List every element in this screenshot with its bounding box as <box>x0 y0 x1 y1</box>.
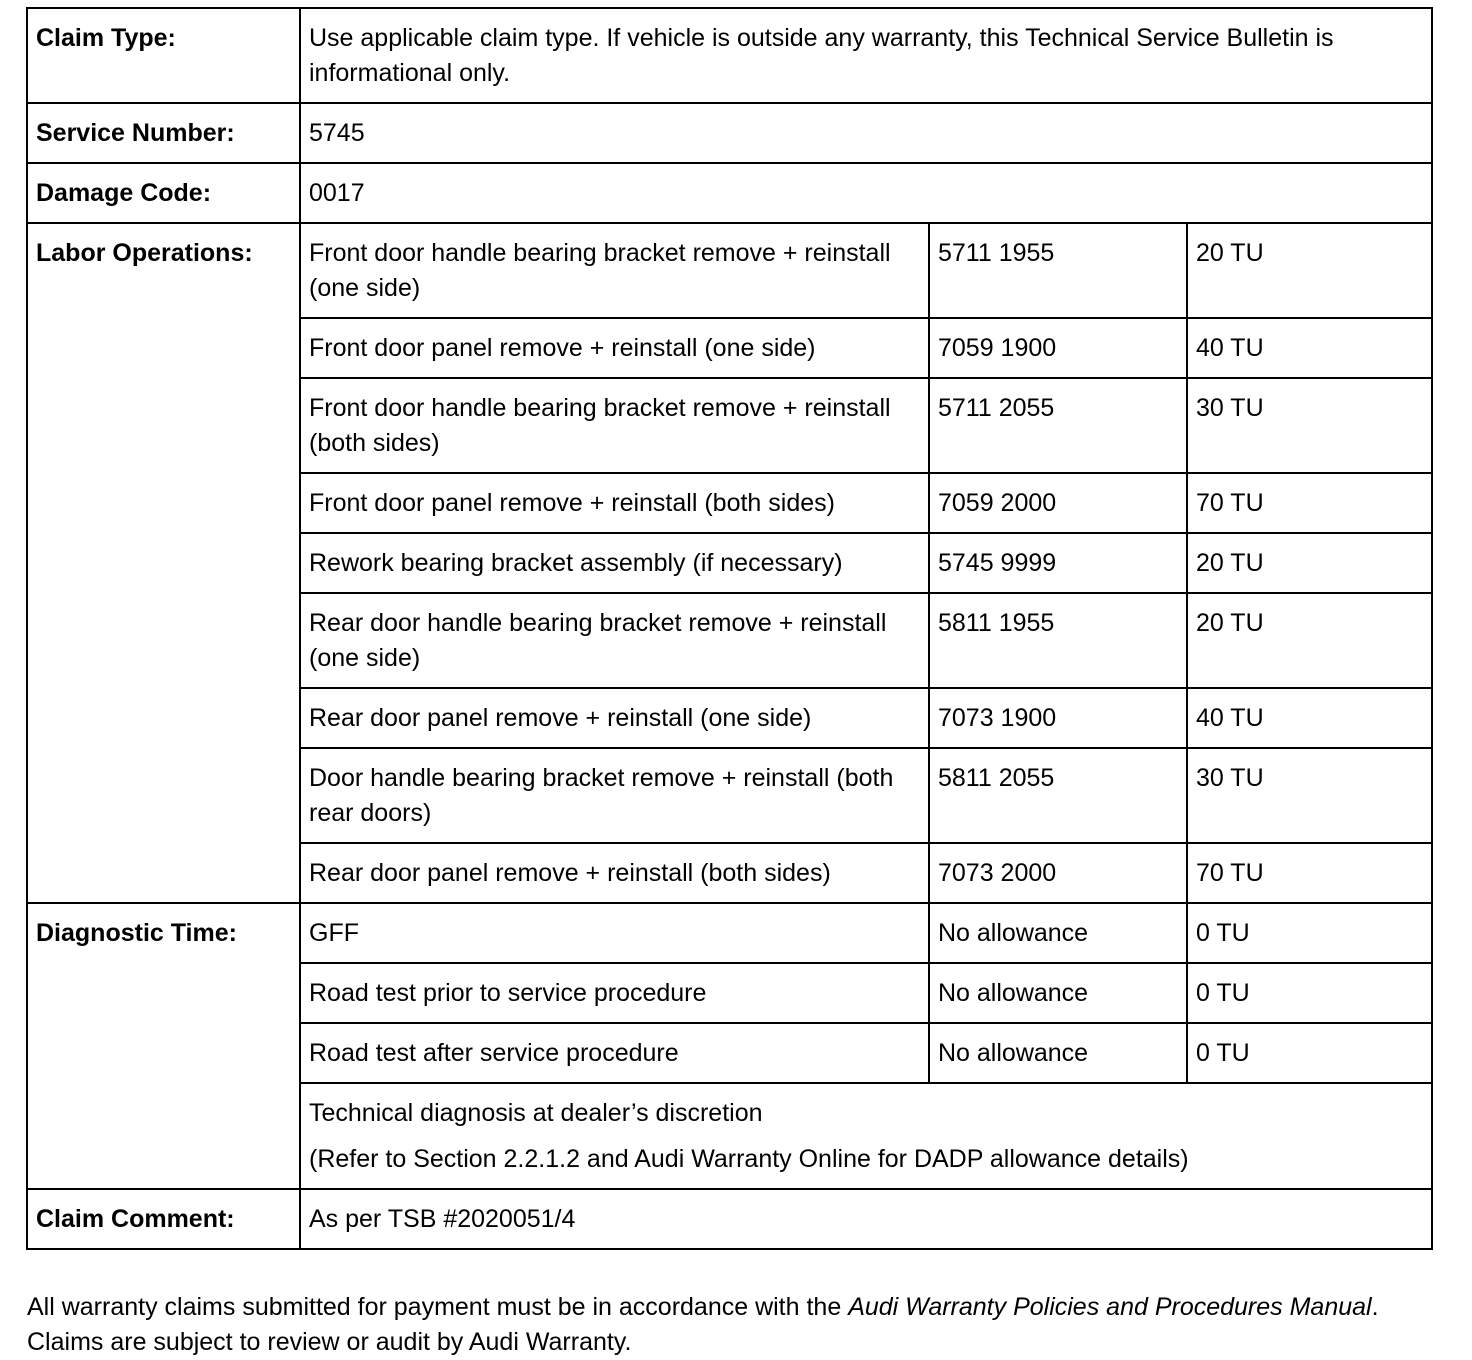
diagnostic-description: Road test after service procedure <box>300 1023 929 1083</box>
labor-operation-time: 40 TU <box>1187 688 1432 748</box>
diagnostic-time: 0 TU <box>1187 963 1432 1023</box>
diagnostic-allowance: No allowance <box>929 1023 1187 1083</box>
damage-code-row <box>27 163 1432 223</box>
manual-title: Audi Warranty Policies and Procedures Manual <box>848 1293 1372 1321</box>
labor-operation-description: Front door panel remove + reinstall (both sides) <box>300 473 929 533</box>
diagnostic-time: 0 TU <box>1187 1023 1432 1083</box>
diagnostic-note <box>300 1083 1432 1189</box>
claim-comment-value: As per TSB #2020051/4 <box>300 1189 1432 1249</box>
service-number-value: 5745 <box>300 103 1432 163</box>
diagnostic-description: GFF <box>300 903 929 963</box>
diagnostic-allowance: No allowance <box>929 963 1187 1023</box>
labor-operation-description: Door handle bearing bracket remove + reinstall (both rear doors) <box>300 748 929 843</box>
labor-operation-time: 20 TU <box>1187 533 1432 593</box>
damage-code-value: 0017 <box>300 163 1432 223</box>
labor-operation-time: 30 TU <box>1187 748 1432 843</box>
labor-operation-description: Rear door panel remove + reinstall (one side) <box>300 688 929 748</box>
claim-comment-row <box>27 1189 1432 1249</box>
claim-type-row <box>27 8 1432 103</box>
service-number-row <box>27 103 1432 163</box>
warranty-footer-note <box>27 1290 1437 1360</box>
labor-operation-code: 5811 1955 <box>929 593 1187 688</box>
claim-type-label: Claim Type: <box>27 8 300 103</box>
labor-operation-time: 20 TU <box>1187 223 1432 318</box>
footer-text-after: . Claims are subject to review or audit by Audi Warranty. <box>27 1293 1379 1356</box>
labor-operations-label: Labor Operations: <box>27 223 300 903</box>
service-number-label: Service Number: <box>27 103 300 163</box>
damage-code-label: Damage Code: <box>27 163 300 223</box>
labor-operation-description: Rear door handle bearing bracket remove + reinstall (one side) <box>300 593 929 688</box>
labor-operation-description: Front door handle bearing bracket remove + reinstall (both sides) <box>300 378 929 473</box>
claim-type-value: Use applicable claim type. If vehicle is outside any warranty, this Technical Service Bulletin is informational only. <box>300 8 1432 103</box>
labor-operation-time: 30 TU <box>1187 378 1432 473</box>
claim-comment-label: Claim Comment: <box>27 1189 300 1249</box>
footer-text-before: All warranty claims submitted for payment must be in accordance with the <box>27 1293 849 1321</box>
labor-operation-code: 5711 1955 <box>929 223 1187 318</box>
diagnostic-note-line-1: Technical diagnosis at dealer’s discretion <box>309 1099 763 1127</box>
diagnostic-time-row <box>27 903 1432 963</box>
diagnostic-time: 0 TU <box>1187 903 1432 963</box>
diagnostic-time-label: Diagnostic Time: <box>27 903 300 1189</box>
labor-operation-code: 7073 2000 <box>929 843 1187 903</box>
labor-operation-time: 70 TU <box>1187 843 1432 903</box>
labor-operation-description: Rework bearing bracket assembly (if necessary) <box>300 533 929 593</box>
labor-operation-code: 5711 2055 <box>929 378 1187 473</box>
labor-operation-description: Front door handle bearing bracket remove + reinstall (one side) <box>300 223 929 318</box>
labor-operation-code: 5811 2055 <box>929 748 1187 843</box>
labor-operation-code: 5745 9999 <box>929 533 1187 593</box>
labor-operation-description: Rear door panel remove + reinstall (both sides) <box>300 843 929 903</box>
labor-operation-code: 7059 2000 <box>929 473 1187 533</box>
labor-operation-row <box>27 223 1432 318</box>
labor-operation-time: 40 TU <box>1187 318 1432 378</box>
labor-operation-description: Front door panel remove + reinstall (one side) <box>300 318 929 378</box>
diagnostic-description: Road test prior to service procedure <box>300 963 929 1023</box>
diagnostic-allowance: No allowance <box>929 903 1187 963</box>
labor-operation-time: 20 TU <box>1187 593 1432 688</box>
labor-operation-time: 70 TU <box>1187 473 1432 533</box>
labor-operation-code: 7073 1900 <box>929 688 1187 748</box>
diagnostic-note-line-2: (Refer to Section 2.2.1.2 and Audi Warranty Online for DADP allowance details) <box>309 1145 1189 1173</box>
warranty-claim-table <box>26 7 1433 1250</box>
labor-operation-code: 7059 1900 <box>929 318 1187 378</box>
